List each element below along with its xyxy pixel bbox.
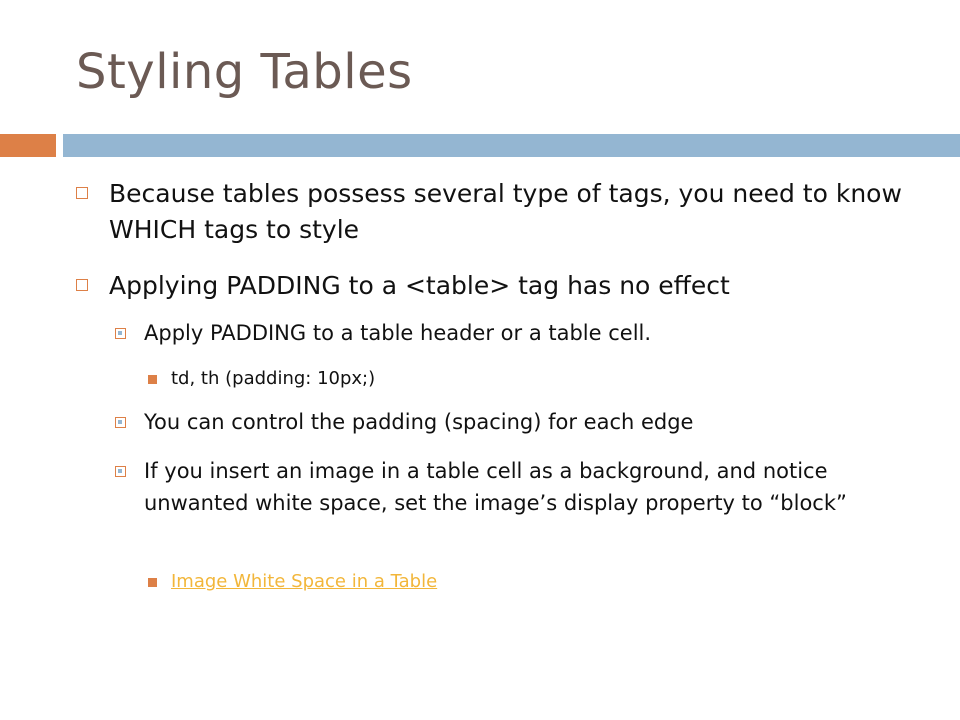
bullet-text: Because tables possess several type of tags, you need to know WHICH tags to style — [109, 179, 902, 244]
nested-square-bullet-icon — [115, 328, 126, 339]
bullet-text: td, th (padding: 10px;) — [171, 368, 376, 389]
bullet-text: Apply PADDING to a table header or a table cell. — [144, 321, 652, 345]
nested-square-bullet-icon — [115, 417, 126, 428]
slide-title: Styling Tables — [76, 44, 413, 100]
square-bullet-icon — [76, 187, 88, 199]
square-bullet-icon — [76, 279, 88, 291]
nested-square-bullet-icon — [115, 466, 126, 477]
image-white-space-link[interactable]: Image White Space in a Table — [171, 571, 438, 592]
bullet-text-wrapper — [171, 568, 821, 596]
bullet-text: You can control the padding (spacing) for each edge — [144, 410, 694, 434]
filled-square-bullet-icon — [148, 375, 157, 384]
bullet-text: Applying PADDING to a <table> tag has no effect — [109, 271, 730, 300]
filled-square-bullet-icon — [148, 578, 157, 587]
bullet-text: If you insert an image in a table cell as a background, and notice unwanted white space, set the image’s display property to “block” — [144, 459, 847, 515]
